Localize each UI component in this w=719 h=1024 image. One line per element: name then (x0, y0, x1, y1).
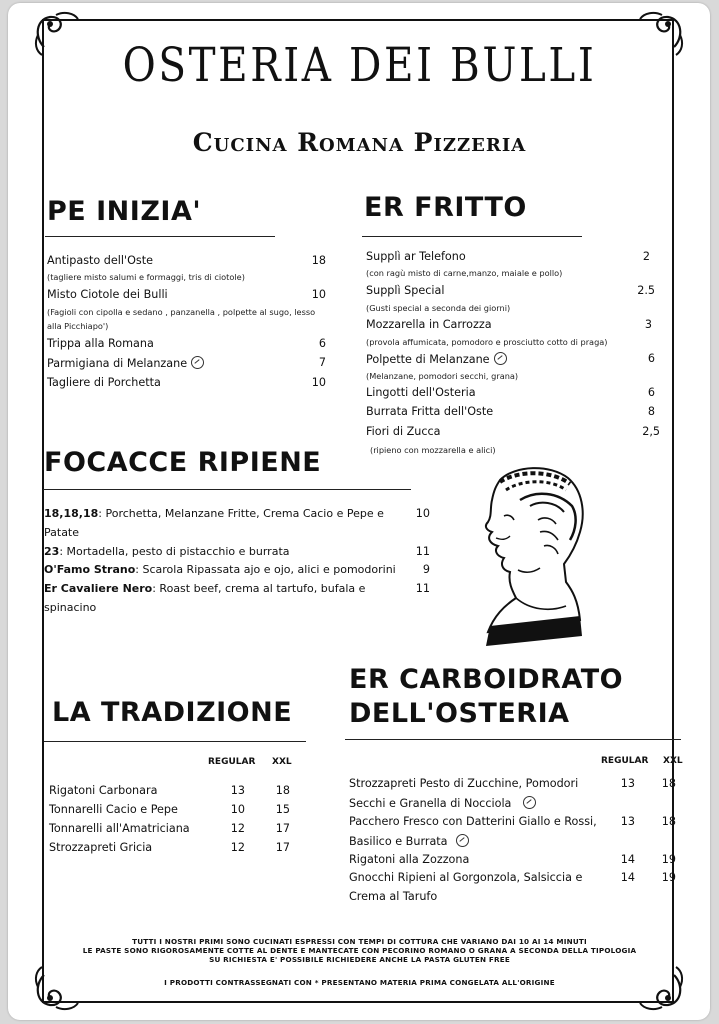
focaccia-ingredients: Patate (44, 526, 80, 539)
menu-item-description: (provola affumicata, pomodoro e prosciutto cotto di praga) (366, 337, 608, 347)
menu-item-description: alla Picchiapo') (47, 321, 109, 331)
menu-item-name: Crema al Tarufo (349, 890, 438, 903)
menu-item-price: 10 (311, 288, 326, 301)
menu-item-price-xxl: 17 (275, 822, 290, 835)
vegetarian-icon (494, 352, 507, 365)
section-heading-pe-inizia: PE INIZIA' (47, 196, 202, 227)
menu-item-name: Rigatoni alla Zozzona (349, 853, 470, 866)
section-heading-er-fritto: ER FRITTO (364, 192, 527, 223)
focaccia-ingredients: : Roast beef, crema al tartufo, bufala e (152, 582, 366, 595)
menu-item-name: Parmigiana di Melanzane (47, 357, 188, 370)
menu-item-name: Mozzarella in Carrozza (366, 318, 492, 331)
menu-item-price: 18 (311, 254, 326, 267)
column-header-xxl: XXL (663, 756, 683, 766)
column-header-regular: REGULAR (208, 757, 256, 767)
menu-item-price-regular: 10 (230, 803, 245, 816)
corner-flourish-icon (30, 963, 82, 1015)
focaccia-ingredients: : Scarola Ripassata ajo e ojo, alici e pomodorini (135, 563, 396, 576)
menu-item-name: Misto Ciotole dei Bulli (47, 288, 168, 301)
focaccia-item (44, 545, 290, 558)
menu-item-name: Tagliere di Porchetta (47, 376, 161, 389)
menu-item-name: Gnocchi Ripieni al Gorgonzola, Salsiccia e (349, 871, 583, 884)
menu-item-name: Strozzapreti Gricia (49, 841, 153, 854)
menu-item-price-regular: 13 (620, 815, 635, 828)
menu-item-name: Pacchero Fresco con Datterini Giallo e Rossi, (349, 815, 597, 828)
menu-item-price-regular: 14 (620, 853, 635, 866)
menu-item-price: 10 (311, 376, 326, 389)
menu-item-name: Rigatoni Carbonara (49, 784, 158, 797)
section-divider (345, 739, 681, 740)
menu-item-name: Lingotti dell'Osteria (366, 386, 476, 399)
menu-item-price-regular: 12 (230, 822, 245, 835)
menu-item-price: 6 (318, 337, 326, 350)
column-header-xxl: XXL (272, 757, 292, 767)
menu-item-description: (Melanzane, pomodori secchi, grana) (366, 371, 519, 381)
menu-item-row (47, 356, 204, 370)
focaccia-ingredients: spinacino (44, 601, 97, 614)
section-divider (45, 236, 275, 237)
section-divider (43, 489, 411, 490)
roman-bust-illustration (460, 460, 590, 650)
menu-item-price-regular: 13 (230, 784, 245, 797)
menu-item-name: Burrata Fritta dell'Oste (366, 405, 494, 418)
footer-note: I PRODOTTI CONTRASSEGNATI CON * PRESENTANO MATERIA PRIMA CONGELATA ALL'ORIGINE (164, 978, 555, 987)
vegetarian-icon (523, 796, 536, 809)
menu-item-price-regular: 13 (620, 777, 635, 790)
menu-item-name: Supplì ar Telefono (366, 250, 466, 263)
menu-item-price: 7 (318, 356, 326, 369)
menu-item-price-xxl: 15 (275, 803, 290, 816)
footer-note: LE PASTE SONO RIGOROSAMENTE COTTE AL DENTE E MANTECATE CON PECORINO ROMANO O GRANA A SECONDA DELLA TIPOLOGIA (82, 946, 637, 955)
menu-item-name: Trippa alla Romana (47, 337, 154, 350)
footer-note: SU RICHIESTA E' POSSIBILE RICHIEDERE ANCHE LA PASTA GLUTEN FREE (209, 955, 510, 964)
focaccia-name: 23 (44, 545, 60, 558)
menu-item-price-regular: 12 (230, 841, 245, 854)
section-heading-focacce: FOCACCE RIPIENE (44, 447, 322, 478)
footer-note: TUTTI I NOSTRI PRIMI SONO CUCINATI ESPRESSI CON TEMPI DI COTTURA CHE VARIANO DAI 10 AI 14 MINUTI (132, 937, 587, 946)
menu-item-price-xxl: 19 (661, 853, 676, 866)
focaccia-item (44, 563, 396, 576)
focaccia-name: 18,18,18 (44, 507, 99, 520)
menu-item-price: 10 (415, 507, 430, 520)
menu-item-name: Supplì Special (366, 284, 445, 297)
menu-item-price-xxl: 19 (661, 871, 676, 884)
menu-item-price: 8 (647, 405, 655, 418)
menu-item-price-xxl: 18 (661, 815, 676, 828)
menu-item-price: 2 (642, 250, 650, 263)
menu-item-price-regular: 14 (620, 871, 635, 884)
menu-item-price: 9 (422, 563, 430, 576)
section-divider (362, 236, 582, 237)
section-heading-carboidrato: ER CARBOIDRATO (349, 664, 624, 695)
menu-item-price-xxl: 18 (275, 784, 290, 797)
menu-item-price: 2.5 (637, 284, 655, 297)
menu-item-description: (con ragù misto di carne,manzo, maiale e pollo) (366, 268, 563, 278)
menu-item-name: Antipasto dell'Oste (47, 254, 153, 267)
menu-item-name: Polpette di Melanzane (366, 353, 490, 366)
menu-item-row (349, 796, 536, 810)
focaccia-item (44, 507, 384, 520)
section-heading-carboidrato: DELL'OSTERIA (349, 698, 570, 729)
focaccia-ingredients: : Porchetta, Melanzane Fritte, Crema Cacio e Pepe e (98, 507, 384, 520)
focaccia-ingredients: : Mortadella, pesto di pistacchio e burrata (59, 545, 290, 558)
menu-item-name: Secchi e Granella di Nocciola (349, 797, 512, 810)
corner-flourish-icon (636, 963, 688, 1015)
focaccia-name: O'Famo Strano (44, 563, 136, 576)
menu-item-price: 6 (647, 352, 655, 365)
menu-item-price: 2,5 (642, 425, 660, 438)
menu-item-name: Tonnarelli all'Amatriciana (49, 822, 190, 835)
menu-item-price-xxl: 17 (275, 841, 290, 854)
restaurant-subtitle: Cucina Romana Pizzeria (192, 128, 527, 157)
menu-item-description: (ripieno con mozzarella e alici) (370, 445, 496, 455)
focaccia-item (44, 582, 365, 595)
menu-item-price: 3 (644, 318, 652, 331)
menu-item-row (366, 352, 507, 366)
restaurant-title: OSTERIA DEI BULLI (122, 38, 597, 93)
vegetarian-icon (456, 834, 469, 847)
menu-item-price: 6 (647, 386, 655, 399)
menu-item-price-xxl: 18 (661, 777, 676, 790)
focaccia-name: Er Cavaliere Nero (44, 582, 153, 595)
menu-item-name: Fiori di Zucca (366, 425, 441, 438)
menu-item-price: 11 (415, 582, 430, 595)
menu-item-name: Tonnarelli Cacio e Pepe (49, 803, 178, 816)
section-heading-tradizione: LA TRADIZIONE (52, 697, 293, 728)
menu-item-name: Basilico e Burrata (349, 835, 448, 848)
menu-item-description: (tagliere misto salumi e formaggi, tris di ciotole) (47, 272, 245, 282)
section-divider (44, 741, 306, 742)
menu-item-row (349, 834, 469, 848)
menu-item-description: (Fagioli con cipolla e sedano , panzanella , polpette al sugo, lesso (47, 307, 316, 317)
column-header-regular: REGULAR (601, 756, 649, 766)
menu-item-price: 11 (415, 545, 430, 558)
vegetarian-icon (191, 356, 204, 369)
menu-item-description: (Gusti special a seconda dei giorni) (366, 303, 511, 313)
menu-item-name: Strozzapreti Pesto di Zucchine, Pomodori (349, 777, 579, 790)
